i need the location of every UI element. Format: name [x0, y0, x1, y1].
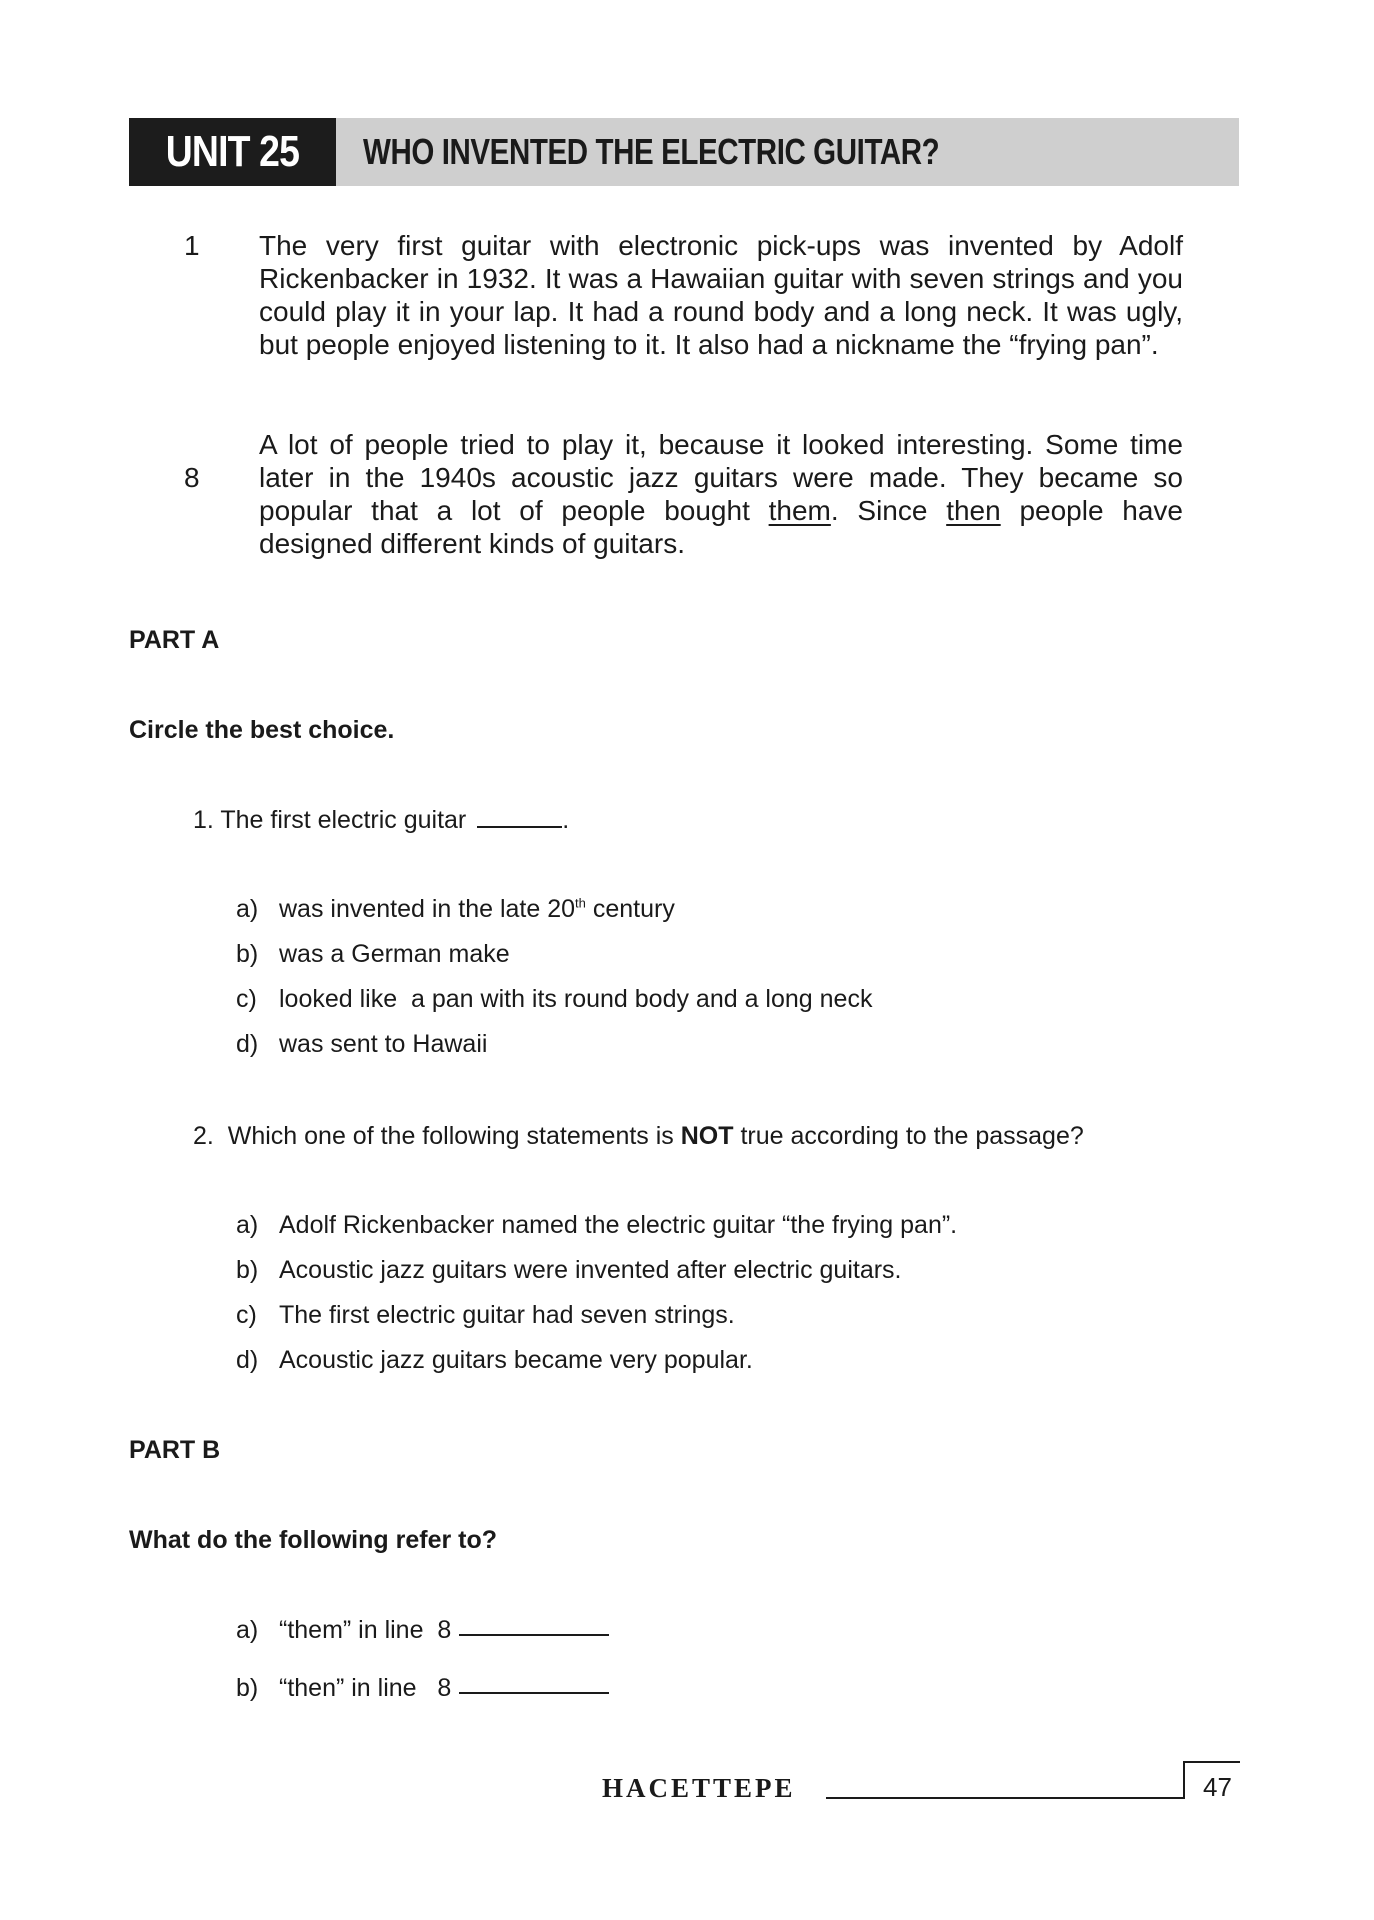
underlined-then: then [946, 495, 1001, 526]
unit-label-box [129, 118, 336, 186]
unit-title-box [336, 118, 1239, 186]
question-1 [193, 806, 569, 835]
footer-rule [826, 1797, 1184, 1799]
item-text: “then” in line 8 [279, 1674, 452, 1702]
question-2-text: 2. Which one of the following statements is [193, 1122, 681, 1150]
option-text: was a German make [279, 940, 510, 968]
footer-corner-horizontal [1183, 1761, 1240, 1763]
option-text: looked like a pan with its round body and a long neck [279, 985, 873, 1013]
footer-brand: HACETTEPE [602, 1773, 796, 1803]
q2-option-a[interactable] [236, 1211, 957, 1240]
question-2-emphasis: NOT [680, 1122, 734, 1150]
option-label: a) [236, 895, 259, 923]
answer-blank[interactable] [477, 808, 562, 828]
q1-option-d[interactable] [236, 1030, 487, 1059]
paragraph-segment: A lot of people tried to play it, because it looked interesting. Some time later in the 1940s acoustic jazz guitars were made. They became so popular that a lot of people bought [259, 429, 1183, 526]
question-1-end: . [562, 806, 570, 834]
question-2-text: true according to the passage? [733, 1122, 1084, 1150]
footer-corner-vertical [1183, 1761, 1185, 1799]
paragraph-segment: . Since [830, 495, 947, 526]
question-1-text: 1. The first electric guitar [193, 806, 467, 834]
line-number-1: 1 [184, 230, 200, 261]
option-text: Acoustic jazz guitars were invented after electric guitars. [279, 1256, 902, 1284]
q2-option-b[interactable] [236, 1256, 902, 1285]
q2-option-c[interactable] [236, 1301, 735, 1330]
item-label: a) [236, 1616, 259, 1644]
option-text: Adolf Rickenbacker named the electric guitar “the frying pan”. [279, 1211, 958, 1239]
q1-option-c[interactable] [236, 985, 872, 1014]
option-label: d) [236, 1030, 259, 1058]
underlined-them: them [768, 495, 831, 526]
passage-paragraph-1 [259, 229, 1183, 361]
option-label: a) [236, 1211, 259, 1239]
part-b-item-b [236, 1674, 609, 1703]
part-a-heading: PART A [129, 626, 220, 654]
part-a-instruction: Circle the best choice. [129, 716, 395, 744]
option-text: The first electric guitar had seven strings. [279, 1301, 735, 1329]
question-2 [193, 1122, 1084, 1151]
q2-option-d[interactable] [236, 1346, 753, 1375]
option-label: c) [236, 1301, 257, 1329]
unit-label: UNIT 25 [165, 127, 300, 176]
part-b-instruction: What do the following refer to? [129, 1526, 498, 1554]
q1-option-b[interactable] [236, 940, 510, 969]
option-label: d) [236, 1346, 259, 1374]
page-number: 47 [1203, 1772, 1232, 1802]
paragraph-text: The very first guitar with electronic pick-ups was invented by Adolf Rickenbacker in 1932. It was a Hawaiian guitar with seven strings and you could play it in your lap. It had a round body and a long neck. It was ugly, but people enjoyed listening to it. It also had a nickname the “frying pan”. [259, 230, 1183, 360]
option-text-part: was invented in the late 20 [279, 895, 576, 923]
part-b-item-a [236, 1616, 609, 1645]
superscript: th [575, 895, 586, 911]
option-label: b) [236, 1256, 259, 1284]
option-label: c) [236, 985, 257, 1013]
answer-blank[interactable] [459, 1674, 609, 1694]
option-text: Acoustic jazz guitars became very popular. [279, 1346, 753, 1374]
paragraph-text [259, 428, 1183, 560]
item-label: b) [236, 1674, 259, 1702]
option-text [279, 895, 675, 924]
item-text: “them” in line 8 [279, 1616, 452, 1644]
part-b-heading: PART B [129, 1436, 221, 1464]
answer-blank[interactable] [459, 1616, 609, 1636]
unit-title: WHO INVENTED THE ELECTRIC GUITAR? [363, 131, 940, 172]
unit-header [129, 118, 1239, 186]
option-label: b) [236, 940, 259, 968]
line-number-8: 8 [184, 462, 200, 493]
option-text-part: century [585, 895, 675, 923]
passage-paragraph-2 [259, 428, 1183, 560]
paragraph-segment: people have designed different kinds of guitars. [259, 495, 1183, 559]
option-text: was sent to Hawaii [279, 1030, 488, 1058]
q1-option-a[interactable] [236, 895, 675, 924]
